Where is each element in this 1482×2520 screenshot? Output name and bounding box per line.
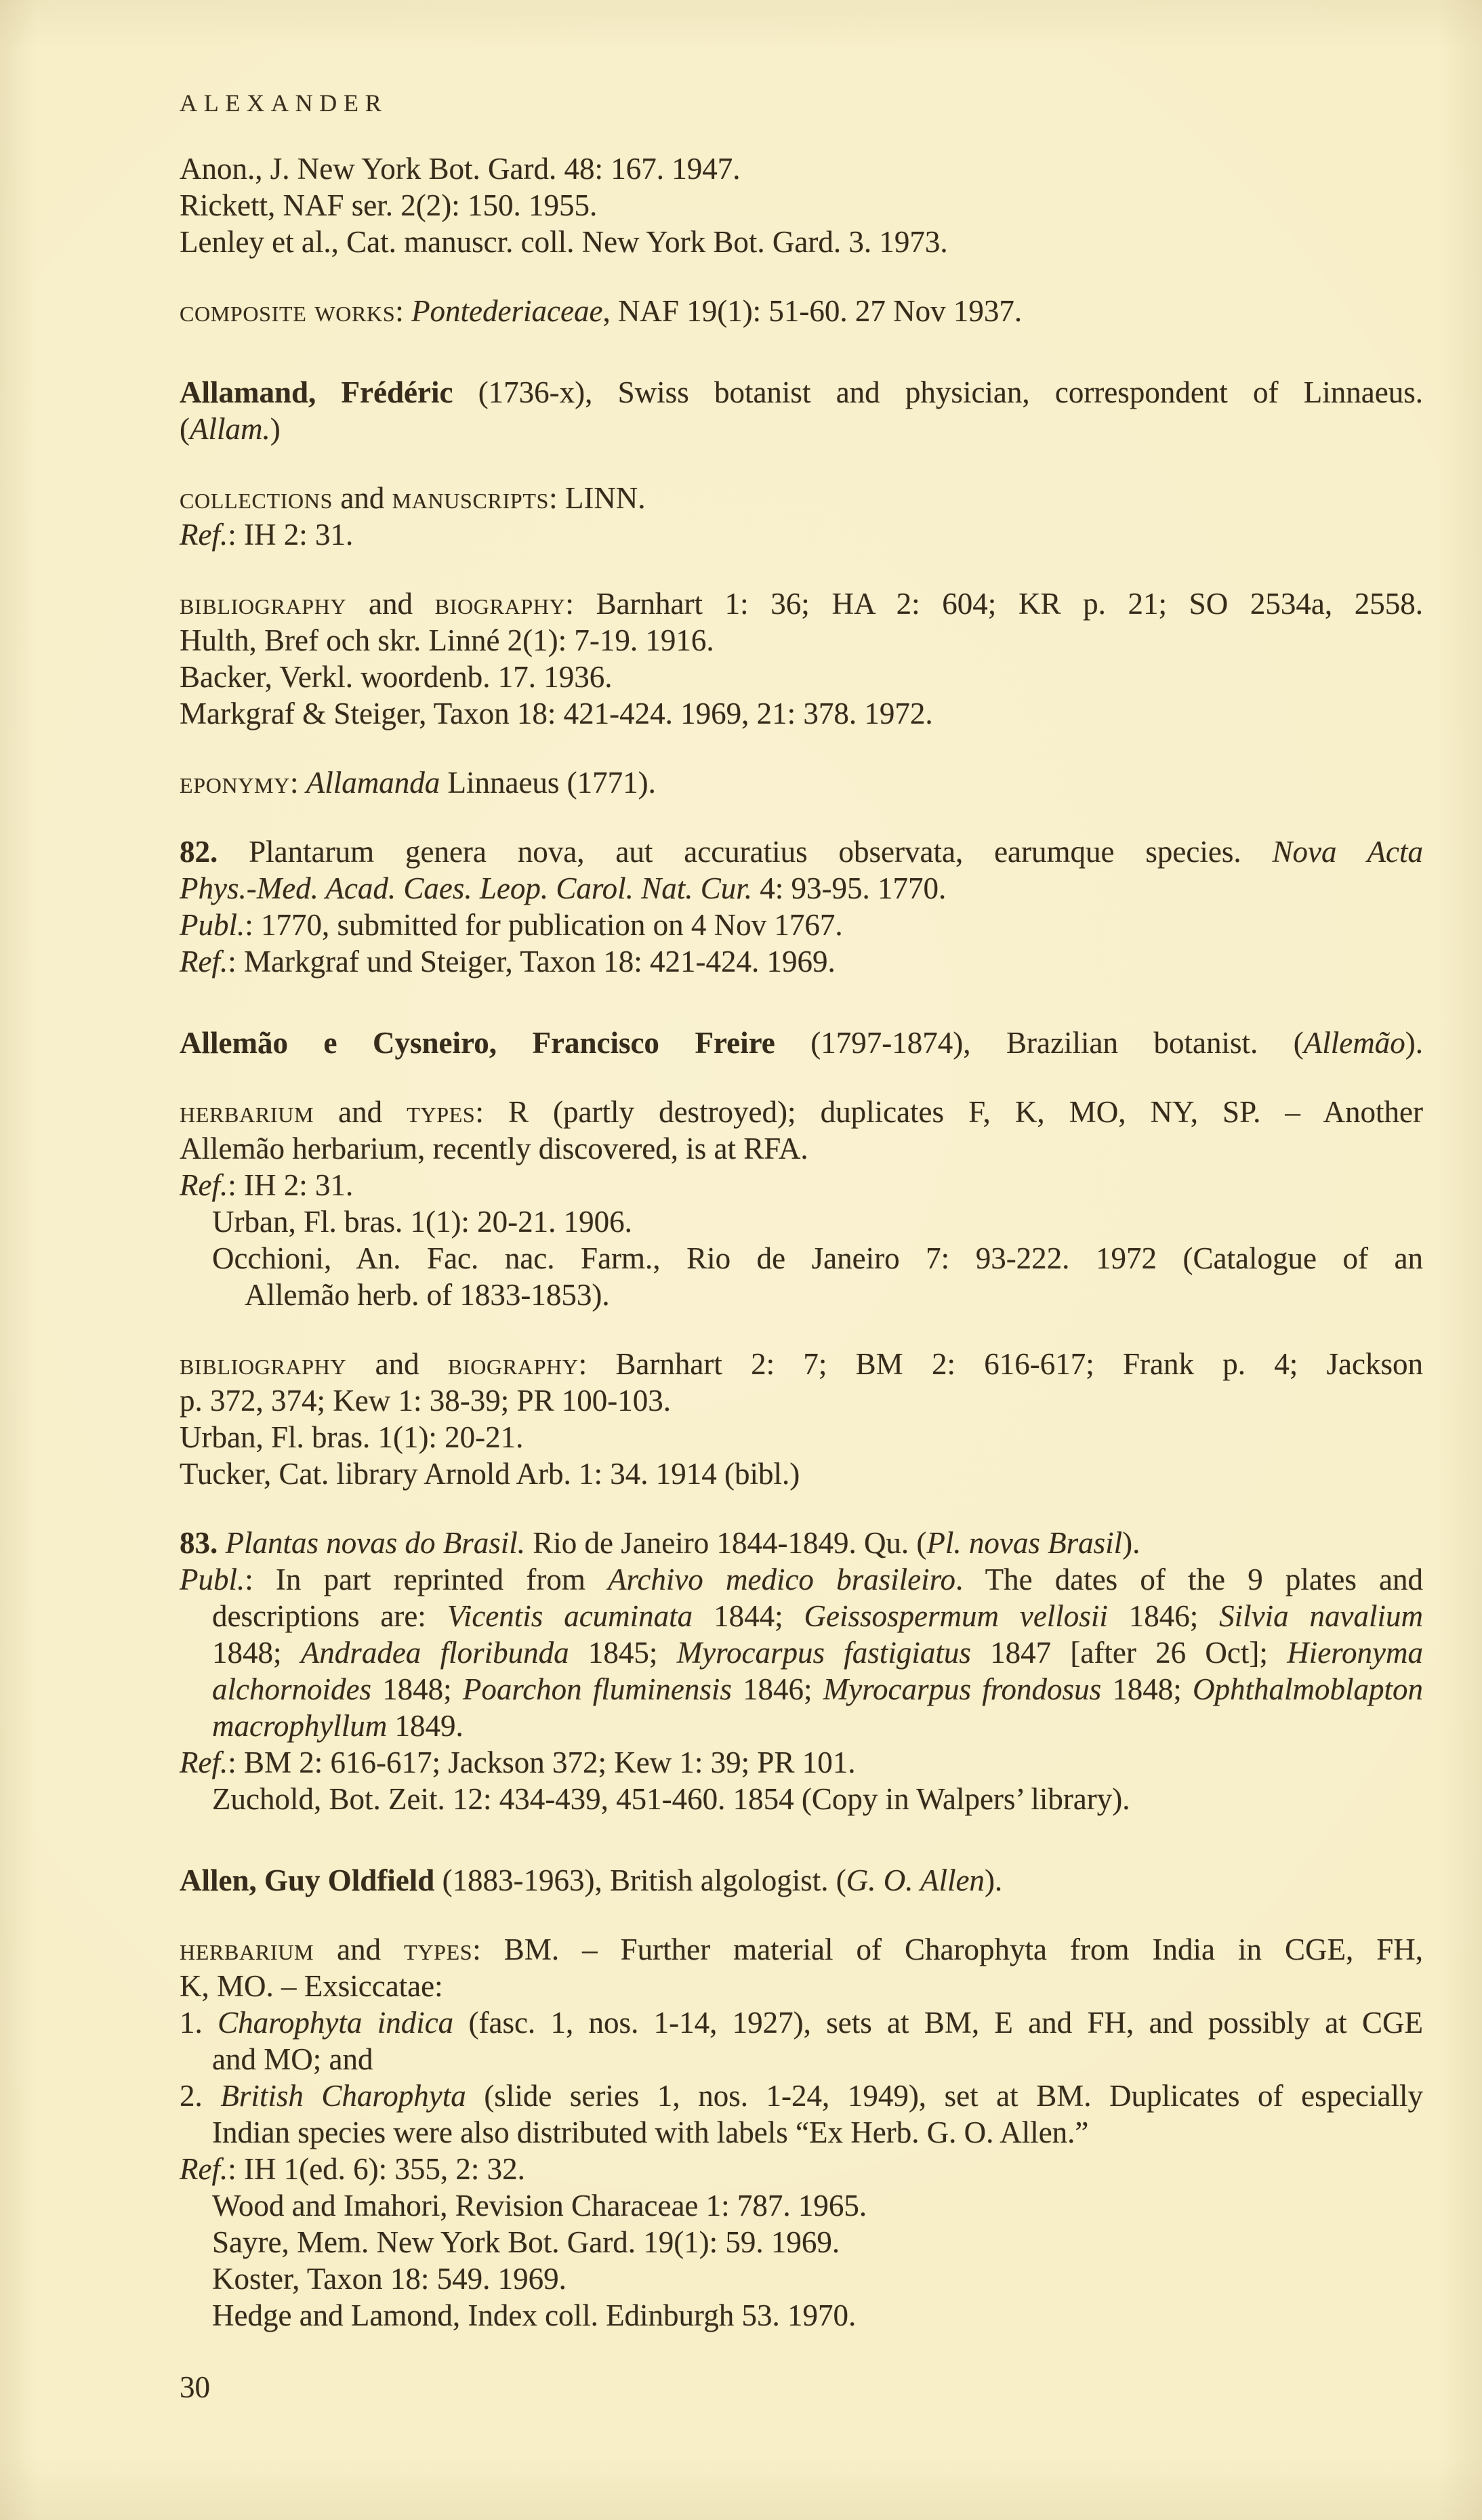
text-run: and	[314, 1933, 405, 1966]
text-run: and	[346, 1347, 448, 1381]
text-run: : 1770, submitted for publication on 4 Nov 1767.	[245, 908, 843, 942]
text-run: Myrocarpus fastigiatus	[676, 1636, 971, 1670]
small-caps-label: bibliography	[180, 587, 347, 621]
allamand-bibliography	[180, 585, 1423, 732]
text-run: Allemão herb. of 1833-1853).	[245, 1278, 610, 1312]
text-run: Pontederiaceae	[411, 294, 603, 328]
text-run: Ref.	[180, 518, 228, 552]
text-line	[180, 480, 1423, 516]
text-line	[180, 2224, 1423, 2260]
text-run: Archivo medico brasileiro	[608, 1563, 955, 1596]
text-run: (fasc. 1, nos. 1-14, 1927), sets at BM, E and FH, and possibly at CGE	[453, 2006, 1423, 2040]
text-line	[180, 1025, 1423, 1061]
text-run: ).	[1405, 1026, 1423, 1060]
text-line	[180, 2078, 1423, 2114]
text-line	[180, 187, 1423, 224]
text-run: Ref.	[180, 1168, 228, 1202]
text-line	[180, 1525, 1423, 1561]
text-run: Hulth, Bref och skr. Linné 2(1): 7-19. 1916.	[180, 623, 714, 657]
text-run: Publ.	[180, 1563, 245, 1596]
text-run: Anon., J. New York Bot. Gard. 48: 167. 1947.	[180, 152, 741, 186]
text-run: Occhioni, An. Fac. nac. Farm., Rio de Janeiro 7: 93-222. 1972 (Catalogue of an	[212, 1241, 1423, 1275]
text-line	[180, 2260, 1423, 2297]
allen-heading	[180, 1862, 1423, 1899]
small-caps-label: bibliography	[180, 1347, 347, 1381]
text-run: British Charophyta	[220, 2079, 466, 2113]
small-caps-label: herbarium	[180, 1095, 314, 1129]
text-run: Ref.	[180, 1746, 228, 1779]
text-line	[180, 1455, 1423, 1492]
text-run: Hedge and Lamond, Index coll. Edinburgh 53. 1970.	[212, 2298, 857, 2332]
text-run: Sayre, Mem. New York Bot. Gard. 19(1): 59. 1969.	[212, 2225, 840, 2259]
text-run: 1846;	[1107, 1599, 1220, 1633]
text-run: Rio de Janeiro 1844-1849. Qu. (	[525, 1526, 927, 1560]
text-run: 1846;	[731, 1672, 823, 1706]
text-line	[180, 2114, 1423, 2151]
text-run: and MO; and	[212, 2042, 373, 2076]
text-run: ).	[984, 1863, 1003, 1897]
text-run: Urban, Fl. bras. 1(1): 20-21.	[180, 1420, 524, 1454]
text-line	[180, 293, 1423, 329]
text-line	[180, 1671, 1423, 1708]
text-run: and	[346, 587, 435, 621]
allamand-eponymy	[180, 764, 1423, 801]
text-run: Ref.	[180, 2152, 228, 2186]
allamand-collections	[180, 480, 1423, 553]
allemao-herbarium	[180, 1094, 1423, 1313]
text-run: G. O. Allen	[846, 1863, 985, 1897]
text-run: macrophyllum	[212, 1709, 388, 1743]
text-line	[180, 1382, 1423, 1419]
allemao-bibliography	[180, 1346, 1423, 1492]
text-run: Ref.	[180, 945, 228, 978]
text-run: Allamand, Frédéric	[180, 375, 453, 409]
text-line	[180, 659, 1423, 695]
text-run: 1848;	[1101, 1672, 1193, 1706]
text-line	[180, 622, 1423, 659]
text-run: Silvia navalium	[1219, 1599, 1423, 1633]
text-run	[218, 1526, 225, 1560]
text-run: 82.	[180, 835, 218, 869]
text-run: Nova Acta	[1272, 835, 1423, 869]
text-run: :	[289, 766, 306, 800]
text-run: : Barnhart 1: 36; HA 2: 604; KR p. 21; SO 2534a, 2558.	[565, 587, 1423, 621]
text-run: and	[333, 481, 392, 515]
text-line	[180, 1203, 1423, 1240]
text-run: 4: 93-95. 1770.	[752, 871, 947, 905]
small-caps-label: manuscripts	[392, 481, 550, 515]
text-line	[180, 1277, 1423, 1313]
text-run: p. 372, 374; Kew 1: 38-39; PR 100-103.	[180, 1384, 671, 1418]
text-line	[180, 411, 1423, 447]
text-run: Backer, Verkl. woordenb. 17. 1936.	[180, 660, 613, 694]
small-caps-label: biography	[447, 1347, 579, 1381]
text-run: K, MO. – Exsiccatae:	[180, 1969, 443, 2003]
text-line	[180, 2151, 1423, 2187]
text-run: (1736-x), Swiss botanist and physician, correspondent of Linnaeus.	[453, 375, 1423, 409]
allamand-heading	[180, 374, 1423, 447]
small-caps-label: composite works	[180, 294, 396, 328]
text-run: Geissospermum vellosii	[804, 1599, 1108, 1633]
text-column	[180, 88, 1423, 2405]
text-run: : IH 1(ed. 6): 355, 2: 32.	[228, 2152, 525, 2186]
text-run: Allamanda	[306, 766, 440, 800]
text-run: Urban, Fl. bras. 1(1): 20-21. 1906.	[212, 1205, 632, 1239]
text-run: Allemão herbarium, recently discovered, is at RFA.	[180, 1132, 808, 1165]
text-run: : Markgraf und Steiger, Taxon 18: 421-424. 1969.	[228, 945, 836, 978]
text-run: Allen, Guy Oldfield	[180, 1863, 435, 1897]
text-run: ).	[1122, 1526, 1140, 1560]
text-run: )	[270, 412, 281, 446]
text-run: Indian species were also distributed with labels “Ex Herb. G. O. Allen.”	[212, 2115, 1089, 2149]
small-caps-label: collections	[180, 481, 333, 515]
text-run: (1797-1874), Brazilian botanist. (	[775, 1026, 1304, 1060]
text-run: Zuchold, Bot. Zeit. 12: 434-439, 451-460. 1854 (Copy in Walpers’ library).	[212, 1782, 1130, 1816]
text-line	[180, 870, 1423, 907]
allemao-work-83	[180, 1525, 1423, 1817]
text-run: 1845;	[569, 1636, 677, 1670]
text-run: Poarchon fluminensis	[462, 1672, 732, 1706]
text-line	[180, 1419, 1423, 1455]
text-run: : BM 2: 616-617; Jackson 372; Kew 1: 39; PR 101.	[228, 1746, 856, 1779]
text-line	[180, 943, 1423, 980]
text-run: Lenley et al., Cat. manuscr. coll. New York Bot. Gard. 3. 1973.	[180, 225, 948, 259]
text-run: 1849.	[387, 1709, 464, 1743]
text-run: : IH 2: 31.	[228, 1168, 354, 1202]
text-run: (slide series 1, nos. 1-24, 1949), set at BM. Duplicates of especially	[466, 2079, 1424, 2113]
text-line	[180, 1634, 1423, 1671]
allamand-work-82	[180, 833, 1423, 980]
text-line	[180, 1240, 1423, 1277]
text-run: Ophthalmoblapton	[1192, 1672, 1423, 1706]
text-run: . The dates of the 9 plates and	[955, 1563, 1424, 1596]
text-run: Charophyta indica	[218, 2006, 454, 2040]
text-run: and	[314, 1095, 407, 1129]
text-run: Tucker, Cat. library Arnold Arb. 1: 34. 1914 (bibl.)	[180, 1457, 800, 1491]
page-number: 30	[180, 2370, 210, 2404]
allemao-heading	[180, 1025, 1423, 1061]
text-run: 1844;	[693, 1599, 804, 1633]
text-line	[180, 224, 1423, 260]
text-run: : IH 2: 31.	[228, 518, 354, 552]
text-run: Koster, Taxon 18: 549. 1969.	[212, 2262, 567, 2296]
text-run: (	[180, 412, 190, 446]
text-line	[180, 1968, 1423, 2004]
text-line	[180, 150, 1423, 187]
text-line	[180, 516, 1423, 553]
text-run: (1883-1963), British algologist. (	[434, 1863, 846, 1897]
text-run: Vicentis acuminata	[447, 1599, 693, 1633]
text-line	[180, 1708, 1423, 1744]
text-run: Allemão e Cysneiro, Francisco Freire	[180, 1026, 775, 1060]
text-line	[180, 1167, 1423, 1203]
text-run: Phys.-Med. Acad. Caes. Leop. Carol. Nat. Cur.	[180, 871, 752, 905]
text-run: 83.	[180, 1526, 218, 1560]
text-run: Myrocarpus frondosus	[823, 1672, 1102, 1706]
text-run: :	[395, 294, 412, 328]
small-caps-label: types	[404, 1933, 473, 1966]
text-run: Wood and Imahori, Revision Characeae 1: 787. 1965.	[212, 2189, 867, 2223]
text-line	[180, 1744, 1423, 1781]
text-run: : BM. – Further material of Charophyta from India in CGE, FH,	[472, 1933, 1424, 1966]
text-line	[180, 907, 1423, 943]
text-line	[180, 585, 1423, 622]
text-run: : In part reprinted from	[245, 1563, 609, 1596]
text-run: 1848;	[371, 1672, 463, 1706]
text-run: Hieronyma	[1287, 1636, 1423, 1670]
running-header: ALEXANDER	[180, 89, 388, 117]
text-run: 1847 [after 26 Oct];	[970, 1636, 1288, 1670]
text-run: : Barnhart 2: 7; BM 2: 616-617; Frank p. 4; Jackson	[578, 1347, 1423, 1381]
text-run: , NAF 19(1): 51-60. 27 Nov 1937.	[602, 294, 1023, 328]
alexander-refs	[180, 150, 1423, 260]
text-run: Linnaeus (1771).	[440, 766, 656, 800]
text-line	[180, 1931, 1423, 1968]
text-run: alchornoides	[212, 1672, 371, 1706]
text-line	[180, 1781, 1423, 1817]
text-run: : LINN.	[549, 481, 646, 515]
text-line	[180, 1346, 1423, 1382]
small-caps-label: biography	[434, 587, 566, 621]
alexander-composite-works	[180, 293, 1423, 329]
text-run: Rickett, NAF ser. 2(2): 150. 1955.	[180, 188, 598, 222]
text-line	[180, 1561, 1423, 1598]
text-run: 1848;	[212, 1636, 301, 1670]
text-run: Plantarum genera nova, aut accuratius observata, earumque species.	[218, 835, 1273, 869]
allen-herbarium	[180, 1931, 1423, 2334]
text-run: descriptions are:	[212, 1599, 447, 1633]
text-line	[180, 2004, 1423, 2041]
text-line	[180, 1094, 1423, 1130]
text-line	[180, 2297, 1423, 2334]
text-run: : R (partly destroyed); duplicates F, K, MO, NY, SP. – Another	[475, 1095, 1423, 1129]
text-run: Markgraf & Steiger, Taxon 18: 421-424. 1969, 21: 378. 1972.	[180, 697, 933, 730]
text-line	[180, 2041, 1423, 2078]
text-line	[180, 764, 1423, 801]
text-line	[180, 2187, 1423, 2224]
small-caps-label: types	[407, 1095, 476, 1129]
text-run: Publ.	[180, 908, 245, 942]
text-run: Allemão	[1303, 1026, 1405, 1060]
text-line	[180, 833, 1423, 870]
text-line	[180, 1862, 1423, 1899]
small-caps-label: eponymy	[180, 766, 290, 800]
small-caps-label: herbarium	[180, 1933, 314, 1966]
text-run: Pl. novas Brasil	[926, 1526, 1123, 1560]
text-line	[180, 695, 1423, 732]
text-run: Andradea floribunda	[300, 1636, 569, 1670]
text-run: Plantas novas do Brasil.	[225, 1526, 526, 1560]
text-line	[180, 374, 1423, 411]
text-run: 1.	[180, 2006, 218, 2040]
text-line	[180, 1130, 1423, 1167]
text-run: Allam.	[190, 412, 270, 446]
text-line	[180, 1598, 1423, 1634]
text-run: 2.	[180, 2079, 221, 2113]
